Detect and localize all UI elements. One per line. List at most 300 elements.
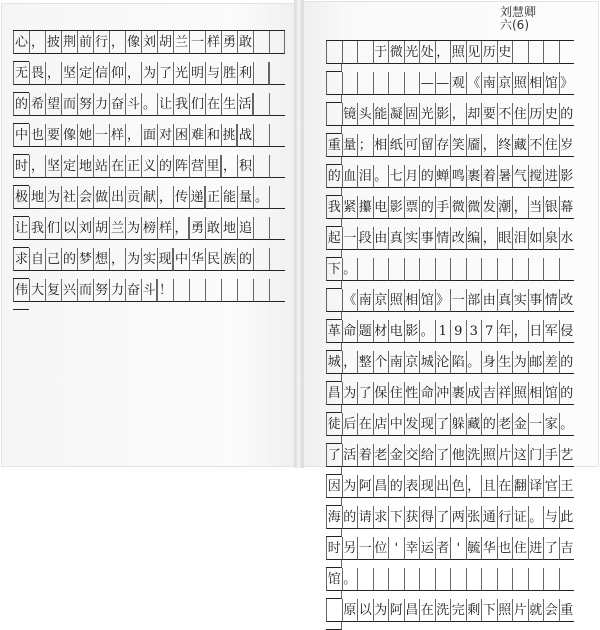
left-row-cell: 献 (141, 186, 157, 209)
right-row-cell (497, 568, 513, 591)
right-row-cell: 两 (450, 506, 466, 529)
left-row-cell (269, 186, 285, 209)
right-row-cell: 时 (326, 537, 342, 560)
right-row-cell (404, 258, 420, 281)
right-row-cell: 成 (466, 382, 482, 405)
left-row-cell: ， (109, 31, 125, 54)
right-row-cell (326, 41, 342, 64)
left-row-cell: 而 (77, 279, 93, 302)
right-row-cell: 鸣 (450, 165, 466, 188)
left-row-cell (269, 31, 285, 54)
right-row-cell: 电 (388, 320, 404, 343)
right-row-cell (450, 258, 466, 281)
left-row-cell (221, 279, 237, 302)
right-row-cell: 躲 (450, 413, 466, 436)
right-row-cell: 现 (419, 475, 435, 498)
right-row-cell: 。 (466, 351, 482, 374)
right-row-cell: 下 (481, 599, 497, 622)
right-row-cell (404, 72, 420, 95)
right-row-cell: 七 (388, 165, 404, 188)
right-row-cell (326, 289, 342, 312)
left-row-cell: 光 (173, 62, 189, 85)
right-row-cell: ， (435, 41, 451, 64)
right-row-cell: 这 (512, 444, 528, 467)
right-row-cell: 的 (419, 165, 435, 188)
left-row-cell: 了 (157, 62, 173, 85)
left-row-cell: 奋 (109, 93, 125, 116)
right-row-cell: 京 (373, 289, 389, 312)
left-row-cell: 的 (237, 248, 253, 271)
right-row-cell: 改 (559, 289, 575, 312)
right-row-cell: 见 (466, 41, 482, 64)
left-row-cell: 畏 (29, 62, 45, 85)
left-row-cell: 对 (157, 124, 173, 147)
right-row-cell: 9 (450, 320, 466, 343)
left-row-cell: 胜 (221, 62, 237, 85)
right-row-cell: 幕 (559, 196, 575, 219)
right-row-cell: 观 (450, 72, 466, 95)
right-row-cell: ， (342, 351, 358, 374)
right-row-cell: 。 (373, 165, 389, 188)
left-row-cell: 刘 (141, 31, 157, 54)
left-row-cell: 能 (221, 186, 237, 209)
right-row-cell: 会 (543, 599, 559, 622)
right-row-cell: 量 (342, 134, 358, 157)
right-row-cell: 起 (326, 227, 342, 250)
left-row-cell: ， (221, 155, 237, 178)
left-row-cell: 实 (141, 248, 157, 271)
right-row-cell: 昌 (404, 599, 420, 622)
right-row-cell: 的 (559, 103, 575, 126)
right-row-cell: 年 (497, 320, 513, 343)
right-row-cell: 阿 (357, 475, 373, 498)
right-row-cell: 革 (326, 320, 342, 343)
right-row-cell: 手 (435, 196, 451, 219)
row-spacer (13, 178, 29, 186)
left-row-cell: ， (45, 62, 61, 85)
right-row-cell (388, 258, 404, 281)
right-row-cell: 搅 (528, 165, 544, 188)
right-row-cell: ， (450, 103, 466, 126)
right-row-cell: 他 (450, 444, 466, 467)
left-row-cell: 定 (61, 155, 77, 178)
right-row-cell: 潮 (497, 196, 513, 219)
right-row-cell: 原 (342, 599, 358, 622)
left-row-cell: 她 (77, 124, 93, 147)
left-row-cell (269, 155, 285, 178)
right-row-cell: 在 (419, 599, 435, 622)
right-row-cell: 日 (528, 320, 544, 343)
right-row-cell: 水 (559, 227, 575, 250)
right-row-cell: 了 (357, 382, 373, 405)
right-row-cell: 于 (373, 41, 389, 64)
right-row-cell: 进 (543, 165, 559, 188)
right-row-cell: 的 (342, 506, 358, 529)
right-row-cell: 洗 (466, 444, 482, 467)
left-row-cell: 胡 (93, 217, 109, 240)
row-spacer (326, 343, 342, 351)
right-row-cell: 照 (388, 289, 404, 312)
left-row-cell: 站 (93, 155, 109, 178)
right-row-cell: 家 (543, 413, 559, 436)
right-row-cell: 凝 (388, 103, 404, 126)
right-row-cell: 不 (497, 103, 513, 126)
right-page-grid (326, 40, 574, 630)
left-row-cell (253, 155, 269, 178)
right-row-cell: 了 (326, 444, 342, 467)
right-row-cell: 终 (497, 134, 513, 157)
right-row-cell: 交 (404, 444, 420, 467)
right-row-cell (512, 258, 528, 281)
right-row-cell: 得 (419, 506, 435, 529)
right-row-cell: 照 (512, 382, 528, 405)
right-row-cell (466, 568, 482, 591)
right-row-cell: 活 (342, 444, 358, 467)
right-row-cell: 冲 (435, 382, 451, 405)
left-row-cell (205, 279, 221, 302)
right-row-cell: 由 (373, 227, 389, 250)
left-row-cell: 和 (205, 124, 221, 147)
left-row-cell: 现 (157, 248, 173, 271)
right-row-cell: 事 (528, 289, 544, 312)
left-row-cell: 我 (29, 217, 45, 240)
right-row-cell: 毓 (466, 537, 482, 560)
right-row-cell: 通 (481, 506, 497, 529)
left-row-cell: 榜 (141, 217, 157, 240)
right-row-cell: 段 (357, 227, 373, 250)
right-row-cell: 历 (481, 41, 497, 64)
left-row-cell: 信 (93, 62, 109, 85)
left-row-cell: 无 (13, 62, 29, 85)
left-row-cell: 要 (45, 124, 61, 147)
right-row-cell: 影 (388, 196, 404, 219)
left-row-cell: 胡 (157, 31, 173, 54)
right-row-cell: 实 (404, 227, 420, 250)
left-row-cell: 社 (61, 186, 77, 209)
right-row-cell (373, 568, 389, 591)
right-row-cell: 邮 (528, 351, 544, 374)
left-row-cell: 像 (61, 124, 77, 147)
right-row-cell: 一 (342, 227, 358, 250)
right-row-cell: 进 (528, 537, 544, 560)
left-row-cell: 利 (237, 62, 253, 85)
right-row-cell: 馆 (543, 382, 559, 405)
left-row-cell: 的 (157, 155, 173, 178)
right-row-cell (326, 599, 342, 622)
right-row-cell (326, 72, 342, 95)
right-row-cell: 片 (497, 444, 513, 467)
row-spacer (326, 498, 342, 506)
left-row-cell: 勇 (189, 217, 205, 240)
left-row-cell: 传 (173, 186, 189, 209)
left-row-cell: 一 (189, 31, 205, 54)
row-spacer (326, 281, 342, 289)
left-row-cell: 们 (45, 217, 61, 240)
right-row-cell: 南 (357, 289, 373, 312)
left-row-cell: 兴 (61, 279, 77, 302)
right-row-cell: 。 (342, 258, 358, 281)
right-row-cell: 沦 (435, 351, 451, 374)
right-row-cell: 吉 (559, 537, 575, 560)
left-row-cell (269, 124, 285, 147)
right-row-cell: 发 (404, 413, 420, 436)
right-row-cell: 我 (326, 196, 342, 219)
right-row-cell: 洗 (435, 599, 451, 622)
row-spacer (13, 240, 29, 248)
right-row-cell: 史 (497, 41, 513, 64)
left-row-cell (237, 279, 253, 302)
right-row-cell: 表 (404, 475, 420, 498)
right-row-cell: 中 (388, 413, 404, 436)
right-row-cell (450, 568, 466, 591)
left-row-cell: 斗 (125, 93, 141, 116)
left-row-cell: 勇 (221, 31, 237, 54)
right-row-cell: 《 (342, 289, 358, 312)
left-row-cell: 己 (45, 248, 61, 271)
right-row-cell: 命 (419, 382, 435, 405)
left-row-cell: 递 (189, 186, 205, 209)
left-row-cell: 为 (45, 186, 61, 209)
right-row-cell (435, 258, 451, 281)
right-row-cell: 。 (559, 413, 575, 436)
right-row-cell: 如 (528, 227, 544, 250)
right-row-cell: — (435, 72, 451, 95)
right-row-cell: 攥 (357, 196, 373, 219)
left-row-cell: 复 (45, 279, 61, 302)
right-row-cell: 气 (512, 165, 528, 188)
left-row-cell: 们 (189, 93, 205, 116)
right-row-cell: 蝉 (435, 165, 451, 188)
left-row-cell (253, 217, 269, 240)
right-row-cell: 昌 (373, 475, 389, 498)
right-row-cell: 要 (481, 103, 497, 126)
right-row-cell: 老 (497, 413, 513, 436)
right-row-cell: 译 (528, 475, 544, 498)
right-row-cell: 为 (342, 475, 358, 498)
left-row-cell: 样 (109, 124, 125, 147)
right-row-cell: 现 (419, 413, 435, 436)
right-row-cell: 固 (404, 103, 420, 126)
right-row-cell: 另 (342, 537, 358, 560)
right-row-cell: ， (512, 196, 528, 219)
row-spacer (326, 467, 342, 475)
row-spacer (13, 271, 29, 279)
left-row-cell: 想 (93, 248, 109, 271)
left-row-cell: 兰 (173, 31, 189, 54)
right-row-cell: 泉 (543, 227, 559, 250)
left-row-cell: 以 (61, 217, 77, 240)
left-row-cell: 也 (29, 124, 45, 147)
right-row-cell: 藏 (466, 413, 482, 436)
left-row-cell: 中 (173, 248, 189, 271)
right-row-cell: 保 (373, 382, 389, 405)
right-row-cell: 处 (419, 41, 435, 64)
right-row-cell: 祥 (497, 382, 513, 405)
left-row-cell: 为 (125, 248, 141, 271)
row-spacer (326, 250, 342, 258)
left-row-cell: 刘 (77, 217, 93, 240)
left-row-cell: 积 (237, 155, 253, 178)
left-row-cell (269, 93, 285, 116)
right-row-cell: 却 (466, 103, 482, 126)
row-spacer (326, 560, 342, 568)
right-row-cell: 色 (450, 475, 466, 498)
right-row-cell: 照 (450, 41, 466, 64)
left-row-cell: ， (125, 62, 141, 85)
right-row-cell: 银 (543, 196, 559, 219)
right-row-cell: 个 (373, 351, 389, 374)
right-row-cell (342, 41, 358, 64)
right-row-cell: 情 (543, 289, 559, 312)
right-row-cell: 生 (497, 351, 513, 374)
right-row-cell: 的 (326, 165, 342, 188)
left-row-cell: 活 (237, 93, 253, 116)
row-spacer (326, 436, 342, 444)
right-row-cell: 了 (435, 413, 451, 436)
right-row-cell: 住 (512, 537, 528, 560)
left-row-cell (269, 279, 285, 302)
right-row-cell: 不 (528, 134, 544, 157)
left-row-cell: 华 (189, 248, 205, 271)
right-row-cell: 由 (481, 289, 497, 312)
right-row-cell: 在 (357, 413, 373, 436)
right-row-cell: 重 (326, 134, 342, 157)
right-row-cell: ， (481, 134, 497, 157)
right-row-cell: 重 (559, 599, 575, 622)
right-row-cell: 馆 (419, 289, 435, 312)
right-row-cell: 获 (404, 506, 420, 529)
right-row-cell: ， (481, 227, 497, 250)
right-row-cell (512, 41, 528, 64)
left-row-cell: 族 (221, 248, 237, 271)
right-row-cell: 眼 (497, 227, 513, 250)
left-row-cell: 的 (13, 93, 29, 116)
row-spacer (326, 188, 342, 196)
right-row-cell (357, 568, 373, 591)
left-row-cell: 明 (189, 62, 205, 85)
right-row-cell: ' (388, 537, 404, 560)
right-row-cell: 。 (528, 506, 544, 529)
left-row-cell: ， (29, 155, 45, 178)
left-row-cell (269, 217, 285, 240)
left-row-cell: 仰 (109, 62, 125, 85)
left-row-cell: 。 (141, 93, 157, 116)
right-row-cell: 相 (404, 289, 420, 312)
right-row-cell: 一 (450, 289, 466, 312)
left-row-cell (189, 279, 205, 302)
right-row-cell: 南 (481, 72, 497, 95)
right-row-cell: 侵 (559, 320, 575, 343)
right-row-cell (559, 258, 575, 281)
right-row-cell: 金 (388, 444, 404, 467)
right-row-cell: 光 (419, 103, 435, 126)
row-spacer (326, 312, 342, 320)
right-row-cell: 馆 (326, 568, 342, 591)
right-row-cell: 城 (326, 351, 342, 374)
row-spacer (13, 147, 29, 155)
right-row-cell: 京 (404, 351, 420, 374)
right-row-cell: 也 (497, 537, 513, 560)
right-row-cell: 徒 (326, 413, 342, 436)
right-row-cell: 官 (543, 475, 559, 498)
left-row-cell: 伟 (13, 279, 29, 302)
right-row-cell: 下 (388, 506, 404, 529)
right-row-cell (342, 72, 358, 95)
left-row-cell: 梦 (77, 248, 93, 271)
left-row-cell: 敢 (237, 31, 253, 54)
left-row-cell: 难 (189, 124, 205, 147)
left-row-cell: 像 (125, 31, 141, 54)
left-row-cell: 自 (29, 248, 45, 271)
right-row-cell: 的 (419, 196, 435, 219)
right-row-cell: 一 (528, 413, 544, 436)
right-row-cell: 微 (466, 196, 482, 219)
right-row-cell: 的 (559, 382, 575, 405)
right-row-cell (326, 103, 342, 126)
left-row-cell: 地 (29, 186, 45, 209)
left-row-cell: 力 (93, 93, 109, 116)
row-spacer (326, 157, 342, 165)
right-row-cell: 者 (435, 537, 451, 560)
left-row-cell: 。 (253, 186, 269, 209)
right-row-cell: 的 (388, 475, 404, 498)
left-row-cell: 战 (237, 124, 253, 147)
left-row-cell: 义 (141, 155, 157, 178)
right-row-cell: 运 (419, 537, 435, 560)
left-row-cell: 阵 (173, 155, 189, 178)
row-spacer (13, 302, 29, 310)
right-row-cell: 真 (497, 289, 513, 312)
right-row-cell: 3 (466, 320, 482, 343)
right-row-cell: 整 (357, 351, 373, 374)
left-row-cell: 力 (109, 279, 125, 302)
right-row-cell (481, 258, 497, 281)
left-row-cell: 的 (61, 248, 77, 271)
right-row-cell: 请 (357, 506, 373, 529)
left-row-cell: 地 (77, 155, 93, 178)
right-row-cell: 藏 (512, 134, 528, 157)
right-row-cell: 纸 (388, 134, 404, 157)
right-row-cell: 金 (512, 413, 528, 436)
right-row-cell: 性 (404, 382, 420, 405)
right-row-cell: 为 (512, 351, 528, 374)
right-row-cell: 。 (419, 320, 435, 343)
left-row-cell: 与 (205, 62, 221, 85)
right-row-cell: 以 (357, 599, 373, 622)
right-row-cell: 发 (481, 196, 497, 219)
left-row-cell (253, 93, 269, 116)
left-row-cell: 为 (141, 62, 157, 85)
right-row-cell: 吉 (481, 382, 497, 405)
left-row-cell: 地 (221, 217, 237, 240)
left-row-cell: 荆 (61, 31, 77, 54)
left-row-cell: 中 (13, 124, 29, 147)
right-row-cell: 材 (373, 320, 389, 343)
right-row-cell: 且 (481, 475, 497, 498)
right-row-cell: 1 (435, 320, 451, 343)
right-row-cell (373, 258, 389, 281)
left-row-cell (253, 62, 269, 85)
left-row-cell: 样 (205, 31, 221, 54)
right-row-cell: 事 (419, 227, 435, 250)
right-row-cell: 在 (497, 475, 513, 498)
right-row-cell: 实 (512, 289, 528, 312)
right-row-cell: 7 (481, 320, 497, 343)
right-row-cell: 相 (528, 72, 544, 95)
left-row-cell: 样 (157, 217, 173, 240)
right-row-cell: 电 (373, 196, 389, 219)
right-row-cell: 照 (512, 72, 528, 95)
